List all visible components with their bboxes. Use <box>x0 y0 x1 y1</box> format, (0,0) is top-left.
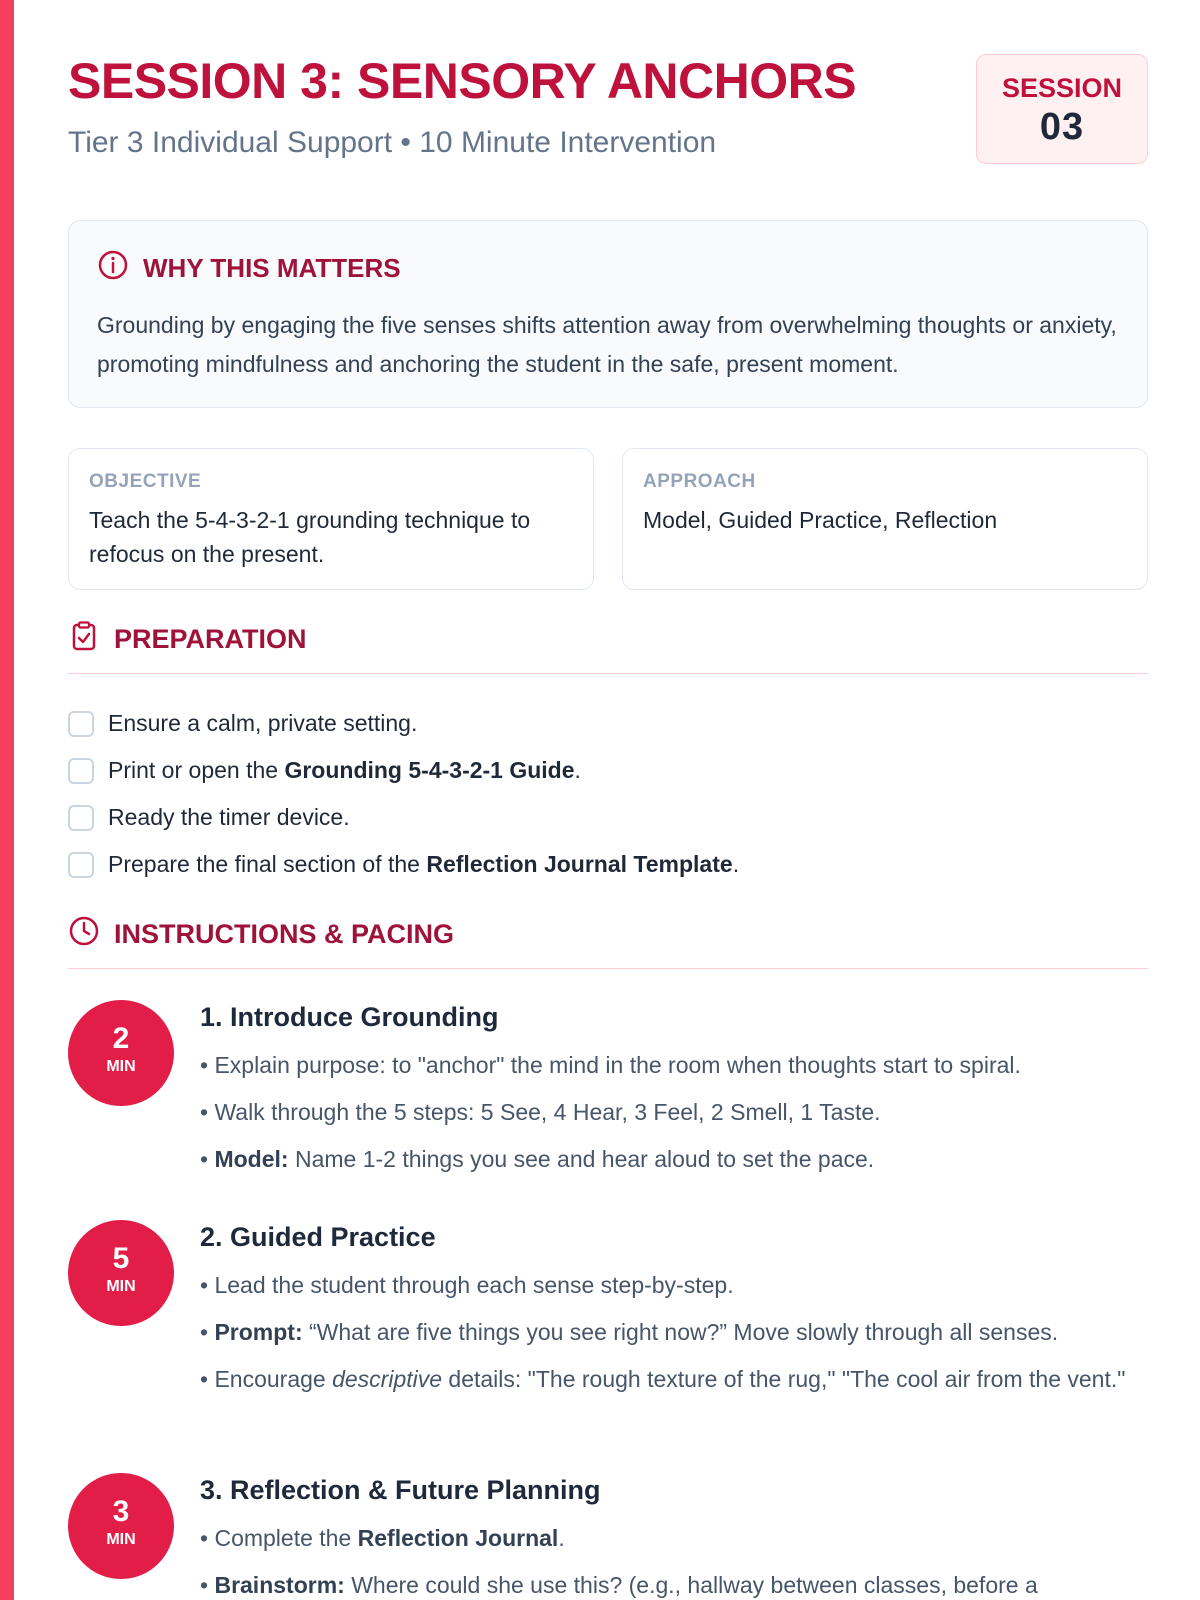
step-body <box>200 1220 1148 1410</box>
page-subtitle: Tier 3 Individual Support • 10 Minute Intervention <box>68 126 717 159</box>
why-text: Grounding by engaging the five senses shifts attention away from overwhelming thoughts or anxiety, promoting mindfulness and anchoring the student in the safe, present moment. <box>97 312 1117 377</box>
step-bullet: • Prompt: “What are five things you see right now?” Move slowly through all senses. <box>200 1319 1059 1345</box>
preparation-checklist <box>68 700 1148 888</box>
step-minutes: 5 <box>112 1242 130 1275</box>
step-title: 3. Reflection & Future Planning <box>200 1475 601 1505</box>
why-heading-text: WHY THIS MATTERS <box>143 253 401 283</box>
checklist-item <box>68 747 1148 794</box>
approach-value: Model, Guided Practice, Reflection <box>643 507 998 533</box>
step-body <box>200 1000 1148 1190</box>
step-duration-badge <box>68 1473 174 1579</box>
page-header <box>68 0 1148 200</box>
session-badge-label: SESSION <box>1001 73 1123 103</box>
why-this-matters-box <box>68 220 1148 408</box>
checkbox[interactable] <box>68 758 94 784</box>
step-unit: MIN <box>106 1531 136 1548</box>
left-accent-bar <box>0 0 14 1600</box>
step-duration-badge <box>68 1220 174 1326</box>
checkbox[interactable] <box>68 852 94 878</box>
step-unit: MIN <box>106 1058 136 1075</box>
step-bullet: • Model: Name 1-2 things you see and hear aloud to set the pace. <box>200 1146 875 1172</box>
approach-card <box>622 448 1148 590</box>
session-badge <box>976 54 1148 164</box>
instructions-heading <box>68 915 1148 969</box>
objective-value: Teach the 5-4-3-2-1 grounding technique to refocus on the present. <box>89 507 531 567</box>
step-duration-badge <box>68 1000 174 1106</box>
step-minutes: 3 <box>112 1495 130 1528</box>
step-bullet: • Brainstorm: Where could she use this? (e.g., hallway between classes, before a <box>200 1572 1038 1598</box>
step-unit: MIN <box>106 1278 136 1295</box>
approach-label: APPROACH <box>643 471 756 492</box>
checkbox[interactable] <box>68 711 94 737</box>
checklist-item-text: Print or open the Grounding 5-4-3-2-1 Guide. <box>108 757 581 783</box>
step-body <box>200 1473 1148 1600</box>
checklist-item-text: Ensure a calm, private setting. <box>108 710 418 736</box>
info-circle-icon <box>97 249 129 288</box>
checklist-item <box>68 794 1148 841</box>
objective-card <box>68 448 594 590</box>
step-title: 2. Guided Practice <box>200 1222 436 1252</box>
step-bullet: • Walk through the 5 steps: 5 See, 4 Hear, 3 Feel, 2 Smell, 1 Taste. <box>200 1099 881 1125</box>
session-page <box>68 0 1148 1598</box>
step-minutes: 2 <box>112 1022 130 1055</box>
checkbox[interactable] <box>68 805 94 831</box>
checklist-item <box>68 700 1148 747</box>
clipboard-check-icon <box>68 620 100 659</box>
checklist-item <box>68 841 1148 888</box>
step-bullet: • Encourage descriptive details: "The rough texture of the rug," "The cool air from the vent." <box>200 1366 1126 1392</box>
preparation-heading <box>68 620 1148 674</box>
checklist-item-text: Prepare the final section of the Reflection Journal Template. <box>108 851 740 877</box>
instructions-heading-text: INSTRUCTIONS & PACING <box>114 919 455 949</box>
page-title: SESSION 3: SENSORY ANCHORS <box>68 53 857 109</box>
objective-label: OBJECTIVE <box>89 471 202 492</box>
info-cards <box>68 448 1148 590</box>
session-badge-number: 03 <box>1039 106 1085 148</box>
step-bullet: • Complete the Reflection Journal. <box>200 1525 565 1551</box>
checklist-item-text: Ready the timer device. <box>108 804 350 830</box>
step-bullet: • Explain purpose: to "anchor" the mind in the room when thoughts start to spiral. <box>200 1052 1021 1078</box>
why-heading <box>97 249 1119 288</box>
step-bullet: • Lead the student through each sense step-by-step. <box>200 1272 734 1298</box>
clock-icon <box>68 915 100 954</box>
step-title: 1. Introduce Grounding <box>200 1002 499 1032</box>
preparation-heading-text: PREPARATION <box>114 624 307 654</box>
